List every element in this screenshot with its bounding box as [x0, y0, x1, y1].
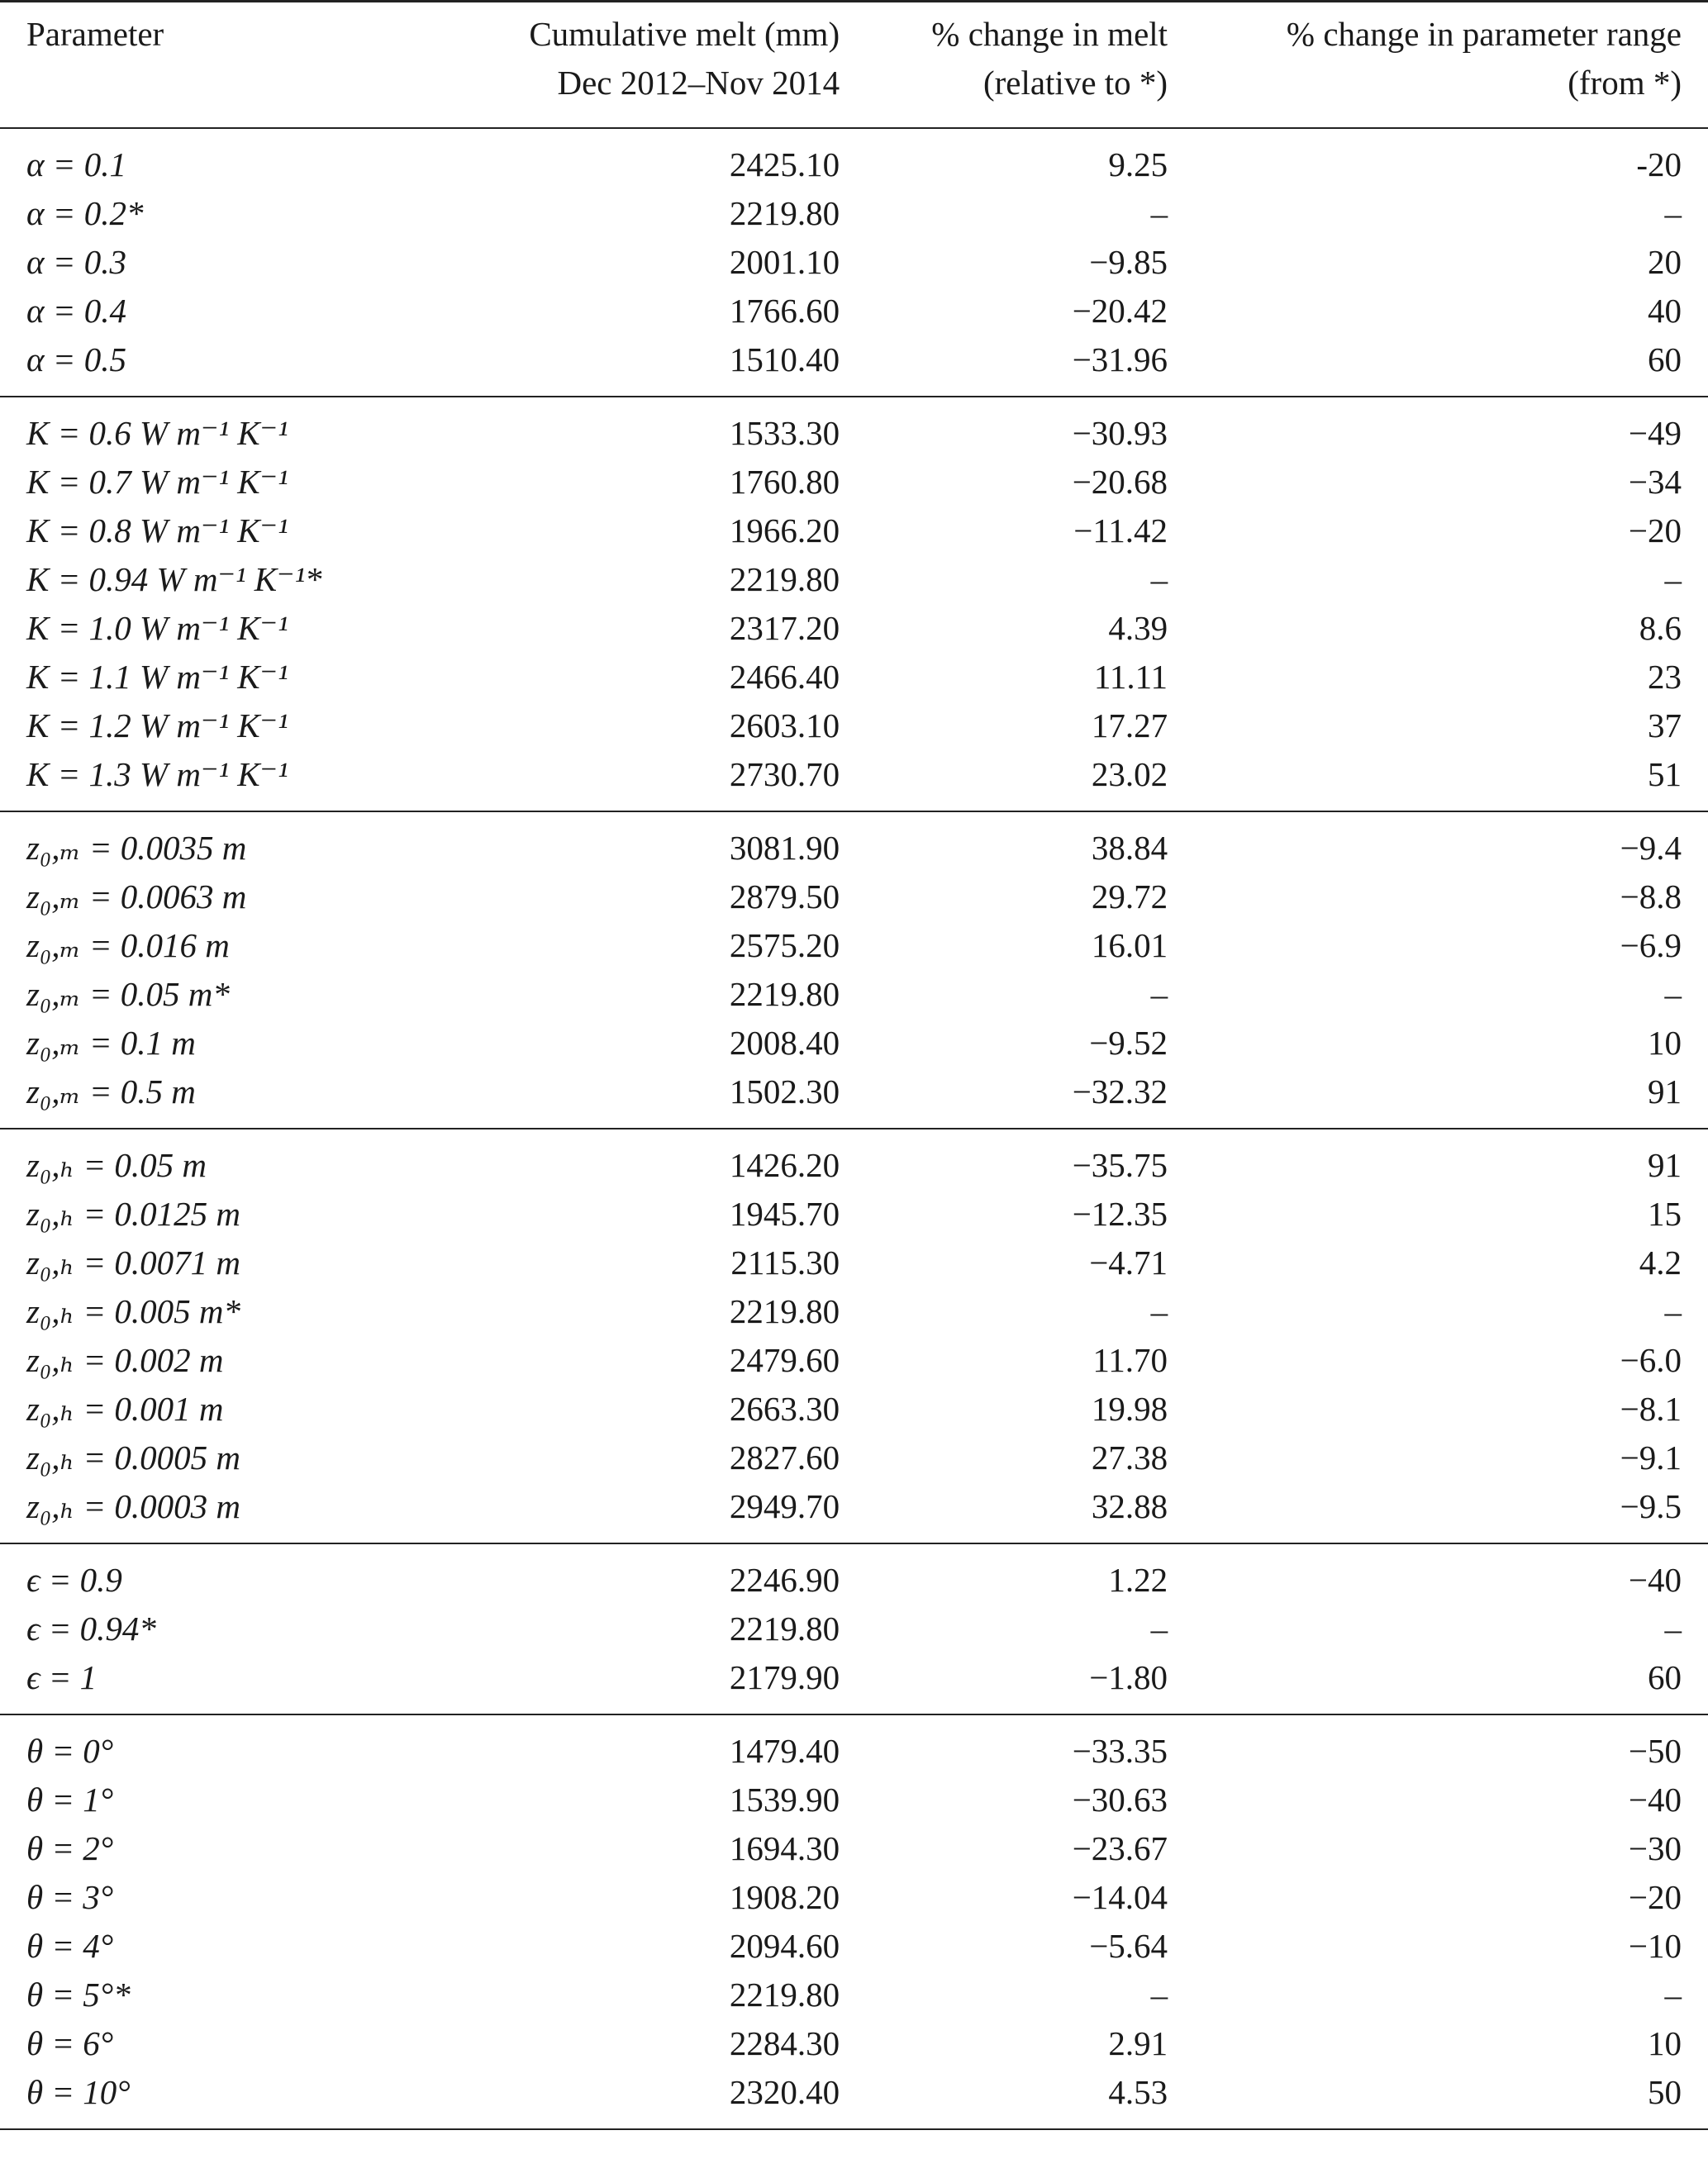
table-row	[0, 128, 1708, 189]
cell-change-in-melt: 11.70	[1092, 1341, 1168, 1379]
cell-parameter: θ = 1°	[26, 1781, 114, 1819]
table-row	[0, 1287, 1708, 1336]
cell-change-in-range: 40	[1648, 292, 1682, 330]
cell-cumulative-melt: 2879.50	[729, 877, 840, 915]
cell-change-in-melt: 23.02	[1091, 755, 1168, 793]
table-row	[0, 189, 1708, 238]
cell-parameter: z₀,ₕ = 0.0005 m	[26, 1439, 240, 1477]
cell-parameter: z₀,ₕ = 0.05 m	[26, 1146, 207, 1184]
cell-parameter: θ = 0°	[26, 1732, 114, 1770]
table-row	[0, 1129, 1708, 1190]
cell-change-in-melt: −33.35	[1072, 1732, 1168, 1770]
cell-change-in-range: −34	[1628, 463, 1682, 501]
cell-change-in-melt: 4.39	[1108, 609, 1168, 647]
cell-parameter: θ = 4°	[26, 1927, 114, 1965]
table-row	[0, 970, 1708, 1019]
cell-cumulative-melt: 2317.20	[729, 609, 840, 647]
cell-parameter: K = 0.6 W m⁻¹ K⁻¹	[26, 414, 288, 452]
cell-change-in-range: 37	[1648, 706, 1682, 744]
cell-cumulative-melt: 2001.10	[729, 243, 840, 281]
cell-change-in-range: −10	[1628, 1927, 1682, 1965]
cell-change-in-melt: –	[1150, 1976, 1168, 2014]
table-row	[0, 287, 1708, 335]
cell-change-in-range: −20	[1628, 511, 1682, 549]
table-row	[0, 1824, 1708, 1873]
cell-cumulative-melt: 1694.30	[729, 1829, 840, 1867]
cell-parameter: θ = 3°	[26, 1878, 114, 1916]
table-group	[0, 397, 1708, 811]
cell-change-in-range: –	[1664, 1292, 1682, 1330]
header-parameter: Parameter	[26, 15, 164, 53]
table-row	[0, 1482, 1708, 1543]
cell-cumulative-melt: 1479.40	[729, 1732, 840, 1770]
cell-change-in-melt: −20.42	[1072, 292, 1168, 330]
header-cumulative-melt: Cumulative melt (mm)	[529, 15, 840, 53]
cell-change-in-melt: −12.35	[1072, 1195, 1168, 1233]
cell-change-in-range: 23	[1648, 658, 1682, 696]
cell-change-in-range: −9.4	[1620, 829, 1682, 867]
cell-cumulative-melt: 1502.30	[729, 1072, 840, 1110]
cell-change-in-melt: −4.71	[1089, 1244, 1168, 1282]
cell-cumulative-melt: 2115.30	[730, 1244, 840, 1282]
cell-cumulative-melt: 3081.90	[729, 829, 840, 867]
cell-cumulative-melt: 2730.70	[729, 755, 840, 793]
cell-cumulative-melt: 1539.90	[729, 1781, 840, 1819]
cell-change-in-range: 4.2	[1639, 1244, 1682, 1282]
cell-change-in-range: 8.6	[1639, 609, 1682, 647]
cell-change-in-melt: –	[1150, 194, 1168, 232]
cell-cumulative-melt: 2219.80	[729, 560, 840, 598]
cell-change-in-melt: −20.68	[1072, 463, 1168, 501]
cell-parameter: z₀,ₘ = 0.05 m*	[26, 975, 230, 1013]
cell-change-in-melt: 38.84	[1091, 829, 1168, 867]
header-parameter-sub	[0, 59, 445, 128]
cell-parameter: z₀,ₕ = 0.0125 m	[26, 1195, 240, 1233]
cell-parameter: ϵ = 1	[26, 1658, 98, 1696]
cell-change-in-melt: 9.25	[1108, 145, 1168, 183]
cell-change-in-range: −9.1	[1620, 1439, 1682, 1477]
header-change-in-melt: % change in melt	[931, 15, 1168, 53]
cell-change-in-range: -20	[1636, 145, 1682, 183]
cell-cumulative-melt: 2949.70	[729, 1487, 840, 1525]
cell-cumulative-melt: 2827.60	[729, 1439, 840, 1477]
cell-parameter: ϵ = 0.94*	[26, 1610, 156, 1648]
cell-change-in-melt: 11.11	[1093, 658, 1168, 696]
cell-cumulative-melt: 2663.30	[729, 1390, 840, 1428]
table-row	[0, 555, 1708, 604]
cell-cumulative-melt: 1533.30	[729, 414, 840, 452]
cell-change-in-range: −9.5	[1620, 1487, 1682, 1525]
cell-change-in-range: −49	[1628, 414, 1682, 452]
cell-parameter: ϵ = 0.9	[26, 1561, 122, 1599]
header-change-in-melt-note: (relative to *)	[840, 59, 1168, 128]
table-row	[0, 238, 1708, 287]
table-row	[0, 335, 1708, 397]
cell-change-in-melt: −9.85	[1089, 243, 1168, 281]
table-row	[0, 653, 1708, 701]
table-row	[0, 921, 1708, 970]
cell-change-in-range: –	[1664, 560, 1682, 598]
cell-change-in-melt: −30.63	[1072, 1781, 1168, 1819]
table-row	[0, 1605, 1708, 1653]
table-row	[0, 458, 1708, 506]
cell-cumulative-melt: 2219.80	[729, 1292, 840, 1330]
table-row	[0, 1239, 1708, 1287]
cell-change-in-melt: 4.53	[1108, 2073, 1168, 2111]
cell-cumulative-melt: 2219.80	[729, 194, 840, 232]
cell-change-in-range: −40	[1628, 1781, 1682, 1819]
cell-cumulative-melt: 1510.40	[729, 340, 840, 378]
table-group	[0, 128, 1708, 397]
cell-change-in-range: 10	[1648, 1024, 1682, 1062]
cell-parameter: z₀,ₘ = 0.1 m	[26, 1024, 196, 1062]
table-row	[0, 750, 1708, 811]
cell-change-in-range: −6.9	[1620, 926, 1682, 964]
table-row	[0, 1543, 1708, 1605]
table-row	[0, 1653, 1708, 1714]
cell-change-in-melt: 19.98	[1091, 1390, 1168, 1428]
table-row	[0, 604, 1708, 653]
cell-change-in-melt: –	[1150, 975, 1168, 1013]
cell-cumulative-melt: 1908.20	[729, 1878, 840, 1916]
cell-cumulative-melt: 2008.40	[729, 1024, 840, 1062]
cell-parameter: θ = 6°	[26, 2024, 114, 2062]
cell-parameter: z₀,ₕ = 0.002 m	[26, 1341, 224, 1379]
cell-change-in-range: −20	[1628, 1878, 1682, 1916]
cell-change-in-range: 91	[1648, 1146, 1682, 1184]
table-row	[0, 1434, 1708, 1482]
cell-parameter: α = 0.3	[26, 243, 126, 281]
cell-change-in-range: −40	[1628, 1561, 1682, 1599]
table-row	[0, 1714, 1708, 1776]
cell-cumulative-melt: 2603.10	[729, 706, 840, 744]
cell-change-in-range: −6.0	[1620, 1341, 1682, 1379]
table-row	[0, 1971, 1708, 2019]
cell-cumulative-melt: 2284.30	[729, 2024, 840, 2062]
cell-parameter: K = 0.8 W m⁻¹ K⁻¹	[26, 511, 288, 549]
cell-change-in-melt: −9.52	[1089, 1024, 1168, 1062]
cell-cumulative-melt: 2219.80	[729, 1976, 840, 2014]
cell-parameter: θ = 5°*	[26, 1976, 131, 2014]
cell-cumulative-melt: 1426.20	[729, 1146, 840, 1184]
cell-parameter: K = 0.7 W m⁻¹ K⁻¹	[26, 463, 288, 501]
cell-change-in-melt: –	[1150, 1292, 1168, 1330]
cell-cumulative-melt: 2219.80	[729, 1610, 840, 1648]
cell-change-in-range: 51	[1648, 755, 1682, 793]
cell-change-in-melt: 17.27	[1091, 706, 1168, 744]
cell-change-in-melt: −14.04	[1072, 1878, 1168, 1916]
cell-cumulative-melt: 1760.80	[729, 463, 840, 501]
cell-change-in-range: −8.1	[1620, 1390, 1682, 1428]
cell-parameter: θ = 10°	[26, 2073, 131, 2111]
cell-change-in-melt: 1.22	[1108, 1561, 1168, 1599]
table-row	[0, 1922, 1708, 1971]
cell-cumulative-melt: 2246.90	[729, 1561, 840, 1599]
header-change-in-range: % change in parameter range	[1286, 15, 1682, 53]
cell-parameter: K = 1.3 W m⁻¹ K⁻¹	[26, 755, 288, 793]
cell-parameter: z₀,ₘ = 0.5 m	[26, 1072, 196, 1110]
cell-cumulative-melt: 1945.70	[729, 1195, 840, 1233]
header-change-in-range-note: (from *)	[1168, 59, 1708, 128]
cell-change-in-range: –	[1664, 1610, 1682, 1648]
table-row	[0, 873, 1708, 921]
cell-cumulative-melt: 2219.80	[729, 975, 840, 1013]
cell-parameter: z₀,ₘ = 0.016 m	[26, 926, 230, 964]
table-row	[0, 811, 1708, 873]
cell-change-in-melt: –	[1150, 560, 1168, 598]
table-row	[0, 1776, 1708, 1824]
cell-change-in-melt: −5.64	[1089, 1927, 1168, 1965]
cell-change-in-range: 91	[1648, 1072, 1682, 1110]
header-row-2	[0, 59, 1708, 128]
cell-parameter: α = 0.5	[26, 340, 126, 378]
cell-change-in-range: −50	[1628, 1732, 1682, 1770]
cell-parameter: α = 0.4	[26, 292, 126, 330]
cell-change-in-melt: 27.38	[1091, 1439, 1168, 1477]
table-row	[0, 1019, 1708, 1068]
cell-parameter: z₀,ₘ = 0.0063 m	[26, 877, 247, 915]
cell-cumulative-melt: 2425.10	[729, 145, 840, 183]
cell-cumulative-melt: 1966.20	[729, 511, 840, 549]
cell-change-in-melt: −32.32	[1072, 1072, 1168, 1110]
cell-cumulative-melt: 2320.40	[729, 2073, 840, 2111]
cell-parameter: K = 1.0 W m⁻¹ K⁻¹	[26, 609, 288, 647]
cell-parameter: K = 1.2 W m⁻¹ K⁻¹	[26, 706, 288, 744]
cell-parameter: K = 0.94 W m⁻¹ K⁻¹*	[26, 560, 322, 598]
cell-change-in-melt: −31.96	[1072, 340, 1168, 378]
cell-cumulative-melt: 2575.20	[729, 926, 840, 964]
cell-change-in-melt: −11.42	[1073, 511, 1168, 549]
cell-change-in-range: 60	[1648, 340, 1682, 378]
table-row	[0, 701, 1708, 750]
cell-change-in-range: –	[1664, 1976, 1682, 2014]
cell-parameter: α = 0.2*	[26, 194, 144, 232]
table-row	[0, 2019, 1708, 2068]
table-header	[0, 0, 1708, 128]
cell-parameter: K = 1.1 W m⁻¹ K⁻¹	[26, 658, 288, 696]
cell-change-in-melt: −23.67	[1072, 1829, 1168, 1867]
cell-change-in-melt: −1.80	[1089, 1658, 1168, 1696]
table-group	[0, 811, 1708, 1129]
cell-change-in-range: −8.8	[1620, 877, 1682, 915]
cell-change-in-range: 50	[1648, 2073, 1682, 2111]
cell-change-in-range: −30	[1628, 1829, 1682, 1867]
cell-change-in-melt: 29.72	[1091, 877, 1168, 915]
cell-parameter: z₀,ₘ = 0.0035 m	[26, 829, 247, 867]
cell-change-in-melt: 2.91	[1108, 2024, 1168, 2062]
cell-cumulative-melt: 2466.40	[729, 658, 840, 696]
cell-parameter: z₀,ₕ = 0.0071 m	[26, 1244, 240, 1282]
cell-cumulative-melt: 2179.90	[729, 1658, 840, 1696]
cell-change-in-melt: –	[1150, 1610, 1168, 1648]
cell-parameter: θ = 2°	[26, 1829, 114, 1867]
cell-change-in-melt: −30.93	[1072, 414, 1168, 452]
cell-change-in-melt: −35.75	[1072, 1146, 1168, 1184]
table-row	[0, 1336, 1708, 1385]
cell-parameter: α = 0.1	[26, 145, 126, 183]
table-row	[0, 1385, 1708, 1434]
table-row	[0, 397, 1708, 458]
table-group	[0, 1129, 1708, 1543]
cell-change-in-range: 20	[1648, 243, 1682, 281]
cell-parameter: z₀,ₕ = 0.005 m*	[26, 1292, 240, 1330]
cell-parameter: z₀,ₕ = 0.001 m	[26, 1390, 224, 1428]
table-group	[0, 1543, 1708, 1714]
cell-cumulative-melt: 1766.60	[729, 292, 840, 330]
table-row	[0, 2068, 1708, 2129]
header-cumulative-melt-period: Dec 2012–Nov 2014	[445, 59, 840, 128]
cell-cumulative-melt: 2094.60	[729, 1927, 840, 1965]
cell-parameter: z₀,ₕ = 0.0003 m	[26, 1487, 240, 1525]
table-row	[0, 506, 1708, 555]
cell-change-in-range: –	[1664, 975, 1682, 1013]
table-group	[0, 1714, 1708, 2129]
table-row	[0, 1068, 1708, 1129]
cell-change-in-melt: 16.01	[1091, 926, 1168, 964]
table-row	[0, 1190, 1708, 1239]
header-row-1	[0, 0, 1708, 59]
cell-cumulative-melt: 2479.60	[729, 1341, 840, 1379]
cell-change-in-range: 60	[1648, 1658, 1682, 1696]
cell-change-in-range: 10	[1648, 2024, 1682, 2062]
cell-change-in-range: 15	[1648, 1195, 1682, 1233]
cell-change-in-melt: 32.88	[1091, 1487, 1168, 1525]
table-row	[0, 1873, 1708, 1922]
cell-change-in-range: –	[1664, 194, 1682, 232]
